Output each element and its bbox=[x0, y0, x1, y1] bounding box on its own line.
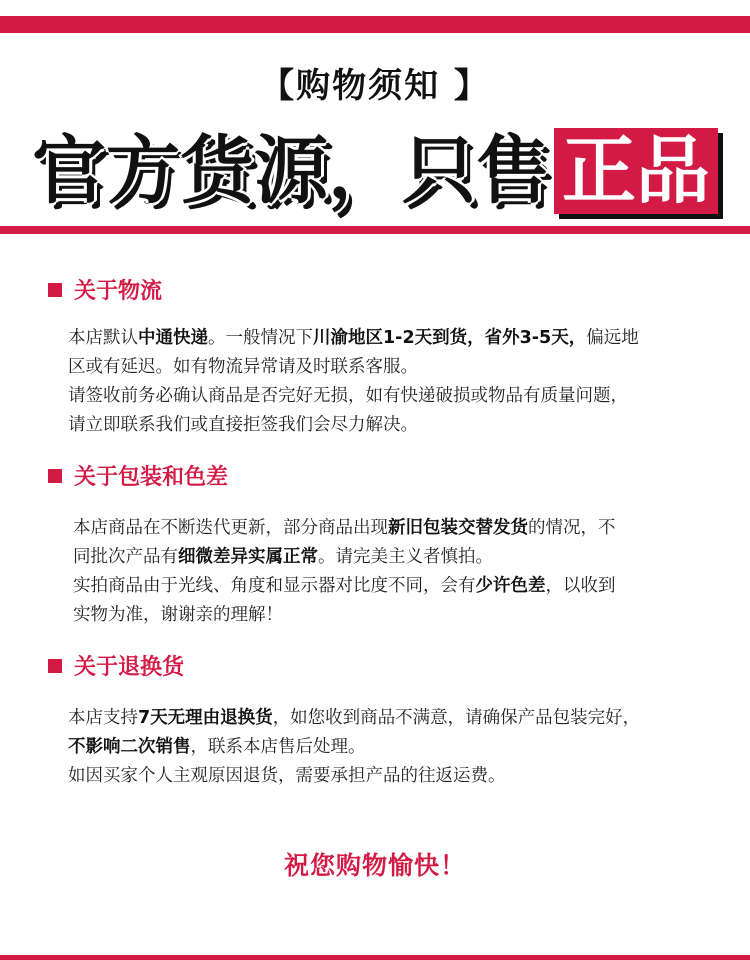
paragraph-line: 如因买家个人主观原因退货，需要承担产品的往返运费。 bbox=[68, 766, 506, 786]
square-bullet-icon bbox=[48, 659, 62, 673]
top-accent-bar bbox=[0, 16, 750, 33]
paragraph-line: 本店支持7天无理由退换货，如您收到商品不满意，请确保产品包装完好， bbox=[68, 708, 641, 728]
section-heading-text: 关于物流 bbox=[74, 279, 163, 304]
headline-accent: 正品 bbox=[554, 128, 718, 214]
section-body-returns bbox=[68, 704, 708, 791]
section-heading-logistics bbox=[48, 274, 162, 305]
section-body-packaging bbox=[73, 514, 713, 630]
paragraph-line: 实物为准，谢谢亲的理解！ bbox=[73, 605, 283, 625]
section-body-logistics bbox=[68, 324, 708, 440]
square-bullet-icon bbox=[48, 469, 62, 483]
paragraph-line: 本店默认中通快递。一般情况下川渝地区1-2天到货，省外3-5天，偏远地 bbox=[68, 328, 639, 348]
paragraph-line: 同批次产品有细微差异实属正常。请完美主义者慎拍。 bbox=[73, 547, 493, 567]
section-heading-text: 关于包装和色差 bbox=[74, 465, 229, 490]
section-heading-text: 关于退换货 bbox=[74, 655, 185, 680]
paragraph-line: 本店商品在不断迭代更新，部分商品出现新旧包装交替发货的情况，不 bbox=[73, 518, 616, 538]
section-heading-returns bbox=[48, 650, 184, 681]
paragraph-line: 实拍商品由于光线、角度和显示器对比度不同，会有少许色差，以收到 bbox=[73, 576, 616, 596]
section-heading-packaging bbox=[48, 460, 228, 491]
notice-title: 【购物须知 】 bbox=[260, 66, 490, 106]
headline-plain: 官方货源，只售 bbox=[32, 128, 550, 214]
paragraph-line: 请签收前务必确认商品是否完好无损，如有快递破损或物品有质量问题， bbox=[68, 386, 628, 406]
bottom-accent-bar bbox=[0, 955, 750, 960]
headline bbox=[0, 127, 750, 215]
divider-bar bbox=[0, 226, 750, 234]
square-bullet-icon bbox=[48, 283, 62, 297]
paragraph-line: 不影响二次销售，联系本店售后处理。 bbox=[68, 737, 366, 757]
paragraph-line: 请立即联系我们或直接拒签我们会尽力解决。 bbox=[68, 415, 418, 435]
paragraph-line: 区或有延迟。如有物流异常请及时联系客服。 bbox=[68, 357, 418, 377]
farewell-message: 祝您购物愉快！ bbox=[283, 851, 466, 880]
